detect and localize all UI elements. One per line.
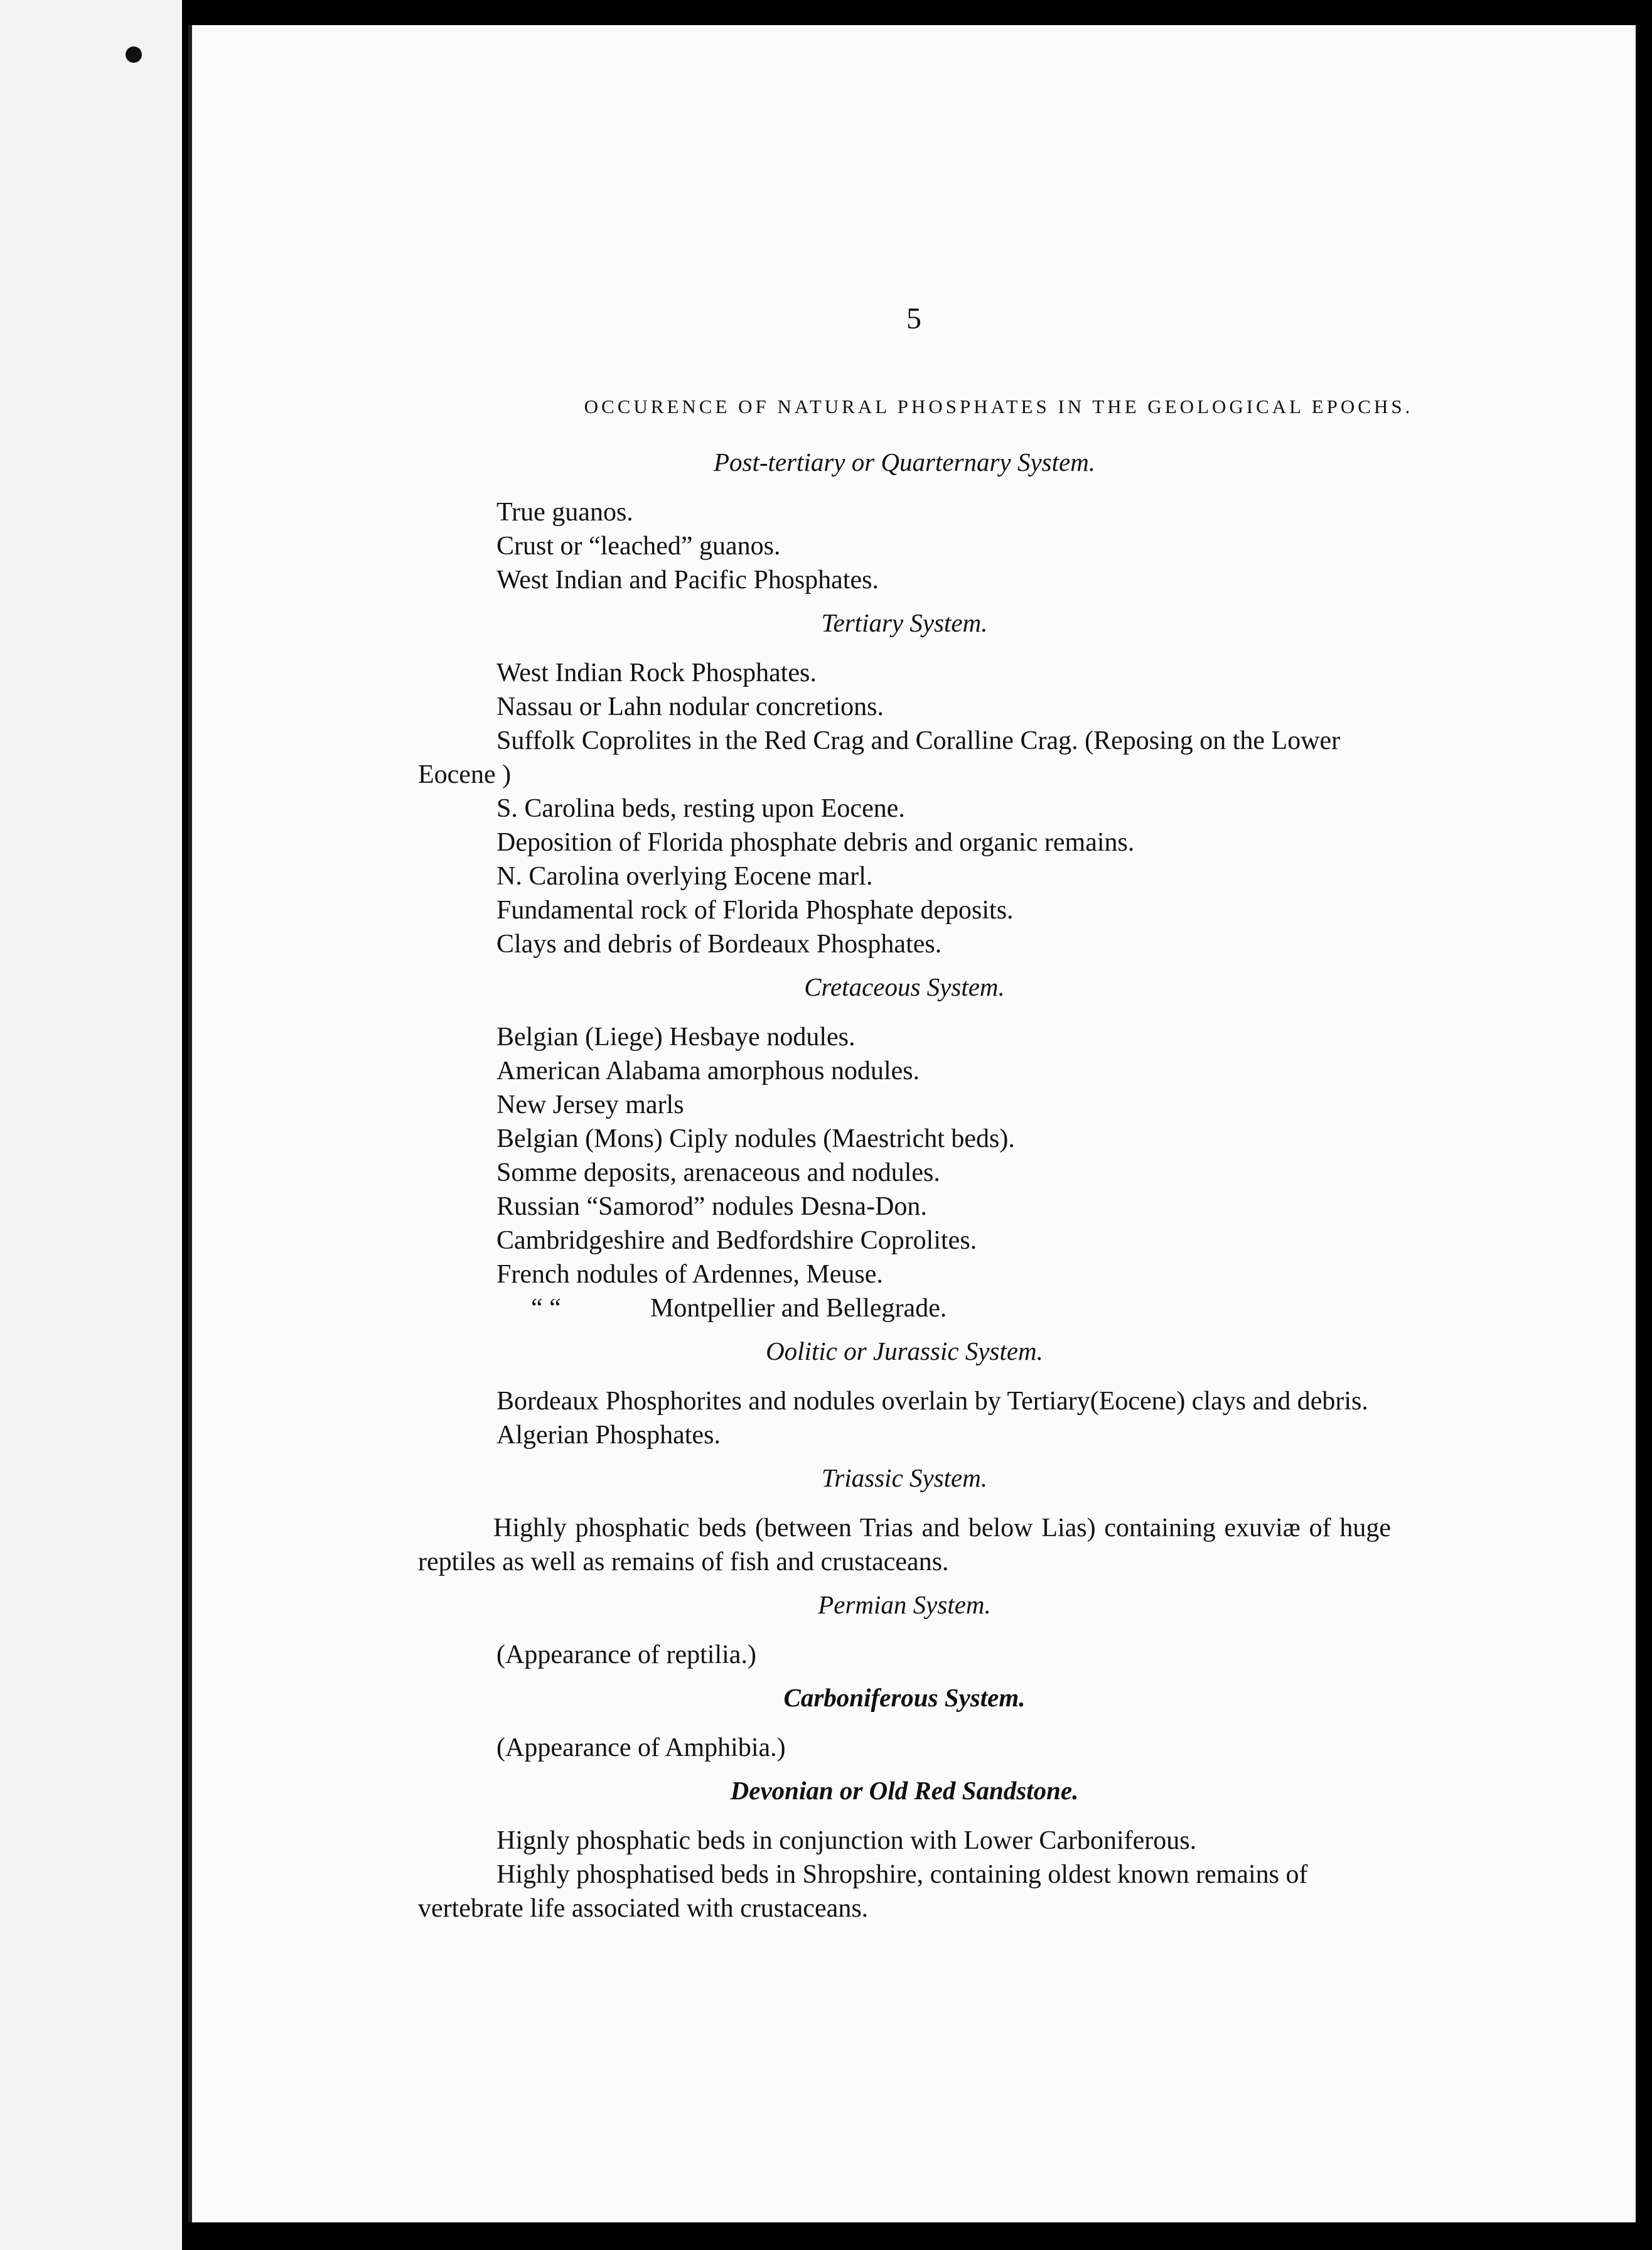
list-item: Cambridgeshire and Bedfordshire Coprolites. — [496, 1226, 977, 1255]
section-post-tertiary — [418, 445, 1391, 597]
page-body — [418, 436, 1391, 1932]
list-item: N. Carolina overlying Eocene marl. — [496, 862, 873, 891]
section-carboniferous — [418, 1681, 1391, 1765]
list-item: Fundamental rock of Florida Phosphate deposits. — [496, 896, 1014, 925]
list-item: Russian “Samorod” nodules Desna-Don. — [496, 1192, 927, 1221]
section-cretaceous — [418, 970, 1391, 1325]
list-item: Hignly phosphatic beds in conjunction with Lower Carboniferous. — [496, 1826, 1197, 1855]
list-item: New Jersey marls — [496, 1090, 684, 1119]
list-item: Crust or “leached” guanos. — [496, 532, 781, 561]
ink-spot — [126, 46, 142, 63]
list-item: Somme deposits, arenaceous and nodules. — [496, 1158, 940, 1187]
list-item: West Indian and Pacific Phosphates. — [496, 566, 879, 595]
list-item: French nodules of Ardennes, Meuse. — [496, 1260, 883, 1289]
page-heading: OCCURENCE OF NATURAL PHOSPHATES IN THE GEOLOGICAL EPOCHS. — [584, 396, 1413, 417]
list-item: (Appearance of reptilia.) — [496, 1640, 756, 1669]
section-title: Post-tertiary or Quarternary System. — [713, 448, 1096, 476]
book-page — [188, 25, 1636, 2222]
list-item: Bordeaux Phosphorites and nodules overlain by Tertiary(Eocene) clays and debris. — [496, 1387, 1368, 1416]
list-item: S. Carolina beds, resting upon Eocene. — [496, 794, 905, 823]
list-item: American Alabama amorphous nodules. — [496, 1057, 920, 1085]
page-number: 5 — [906, 302, 921, 335]
list-item: Suffolk Coprolites in the Red Crag and Coralline Crag. (Reposing on the Lower Eocene ) — [418, 726, 1341, 789]
section-title: Tertiary System. — [821, 608, 988, 637]
list-item: Deposition of Florida phosphate debris and organic remains. — [496, 828, 1135, 857]
ditto-marks: “ “ — [531, 1294, 561, 1323]
list-item: Algerian Phosphates. — [496, 1421, 721, 1450]
list-item-ditto — [418, 1291, 1391, 1325]
list-item: Belgian (Liege) Hesbaye nodules. — [496, 1023, 856, 1052]
list-item: Clays and debris of Bordeaux Phosphates. — [496, 930, 942, 959]
list-item: Highly phosphatised beds in Shropshire, containing oldest known remains of vertebrate life associated with crustaceans. — [418, 1860, 1308, 1923]
list-item: True guanos. — [496, 498, 633, 527]
list-item: (Appearance of Amphibia.) — [496, 1733, 786, 1762]
list-item: West Indian Rock Phosphates. — [496, 659, 817, 687]
section-permian — [418, 1588, 1391, 1672]
section-title: Devonian or Old Red Sandstone. — [730, 1776, 1079, 1805]
list-item: Belgian (Mons) Ciply nodules (Maestricht beds). — [496, 1124, 1015, 1153]
list-item: Nassau or Lahn nodular concretions. — [496, 692, 884, 721]
facing-page-edge — [0, 0, 182, 2250]
section-title: Triassic System. — [821, 1463, 988, 1492]
section-devonian — [418, 1774, 1391, 1925]
section-title: Carboniferous System. — [783, 1683, 1026, 1712]
ditto-text: Montpellier and Bellegrade. — [650, 1294, 947, 1323]
paragraph: Highly phosphatic beds (between Trias and below Lias) containing exuviæ of huge reptiles as well as remains of fish and crustaceans. — [418, 1514, 1391, 1576]
section-title: Oolitic or Jurassic System. — [766, 1337, 1043, 1365]
section-title: Permian System. — [818, 1590, 991, 1619]
section-triassic — [418, 1461, 1391, 1579]
section-tertiary — [418, 606, 1391, 961]
section-title: Cretaceous System. — [804, 972, 1005, 1001]
section-oolitic — [418, 1334, 1391, 1452]
